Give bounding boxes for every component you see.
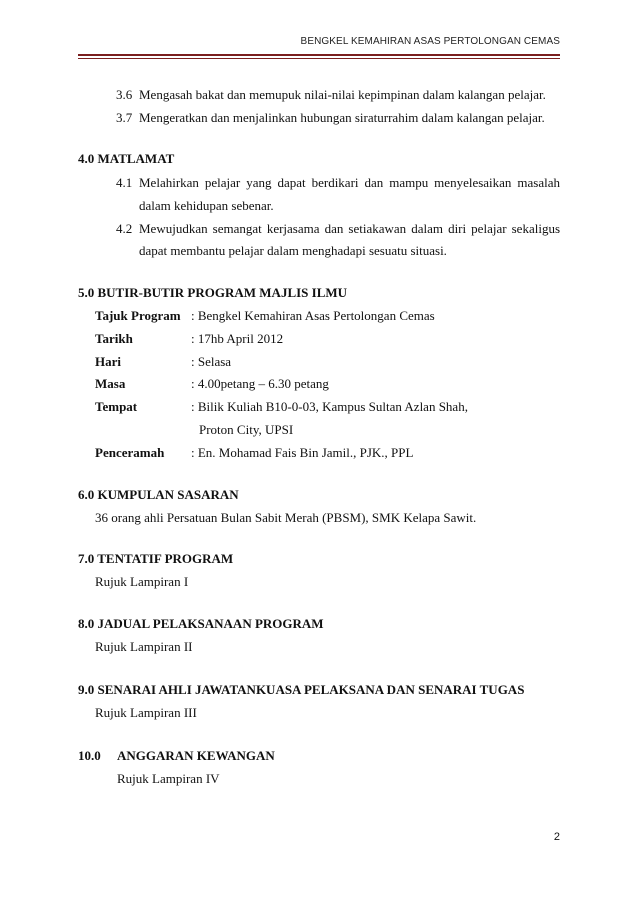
item-text-continued: dalam kehidupan sebenar.: [139, 198, 274, 213]
detail-value: : 17hb April 2012: [191, 331, 284, 346]
item-number: 3.7: [116, 110, 133, 125]
page-number: 2: [553, 831, 560, 843]
item-number: 4.2: [116, 221, 133, 236]
item-text: Melahirkan pelajar yang dapat berdikari dan mampu menyelesaikan masalah: [139, 175, 560, 190]
section-body: Rujuk Lampiran II: [95, 639, 193, 654]
detail-value-continued: Proton City, UPSI: [199, 422, 294, 437]
detail-label: Hari: [95, 354, 121, 369]
detail-value: : En. Mohamad Fais Bin Jamil., PJK., PPL: [191, 445, 414, 460]
header-rule-thin: [78, 58, 560, 59]
section-body: Rujuk Lampiran I: [95, 574, 189, 589]
item-text-continued: dapat membantu pelajar dalam menghadapi sesuatu situasi.: [139, 243, 447, 258]
item-text: Mewujudkan semangat kerjasama dan setiakawan dalam diri pelajar sekaligus: [139, 221, 560, 236]
item-number: 4.1: [116, 175, 133, 190]
section-heading: 6.0 KUMPULAN SASARAN: [78, 487, 239, 502]
section-heading: 7.0 TENTATIF PROGRAM: [78, 551, 234, 566]
section-body: Rujuk Lampiran IV: [117, 771, 220, 786]
section-heading: 9.0 SENARAI AHLI JAWATANKUASA PELAKSANA DAN SENARAI TUGAS: [78, 682, 525, 697]
header-rule-thick: [78, 54, 560, 56]
detail-label: Tajuk Program: [95, 308, 181, 323]
detail-label: Tempat: [95, 399, 138, 414]
detail-value: : Bilik Kuliah B10-0-03, Kampus Sultan Azlan Shah,: [191, 399, 468, 414]
section-heading: ANGGARAN KEWANGAN: [117, 748, 275, 763]
item-number: 3.6: [116, 87, 133, 102]
item-text: Mengeratkan dan menjalinkan hubungan siraturrahim dalam kalangan pelajar.: [139, 110, 545, 125]
section-number: 10.0: [78, 748, 101, 763]
section-heading: 5.0 BUTIR-BUTIR PROGRAM MAJLIS ILMU: [78, 285, 348, 300]
running-header: BENGKEL KEMAHIRAN ASAS PERTOLONGAN CEMAS: [300, 36, 560, 47]
section-heading: 8.0 JADUAL PELAKSANAAN PROGRAM: [78, 616, 324, 631]
section-body: Rujuk Lampiran III: [95, 705, 197, 720]
detail-value: : Selasa: [191, 354, 232, 369]
section-body: 36 orang ahli Persatuan Bulan Sabit Merah (PBSM), SMK Kelapa Sawit.: [95, 510, 477, 525]
detail-label: Penceramah: [95, 445, 165, 460]
detail-value: : Bengkel Kemahiran Asas Pertolongan Cemas: [191, 308, 435, 323]
item-text: Mengasah bakat dan memupuk nilai-nilai kepimpinan dalam kalangan pelajar.: [139, 87, 546, 102]
detail-label: Tarikh: [95, 331, 133, 346]
detail-label: Masa: [95, 376, 126, 391]
section-heading: 4.0 MATLAMAT: [78, 151, 175, 166]
detail-value: : 4.00petang – 6.30 petang: [191, 376, 329, 391]
